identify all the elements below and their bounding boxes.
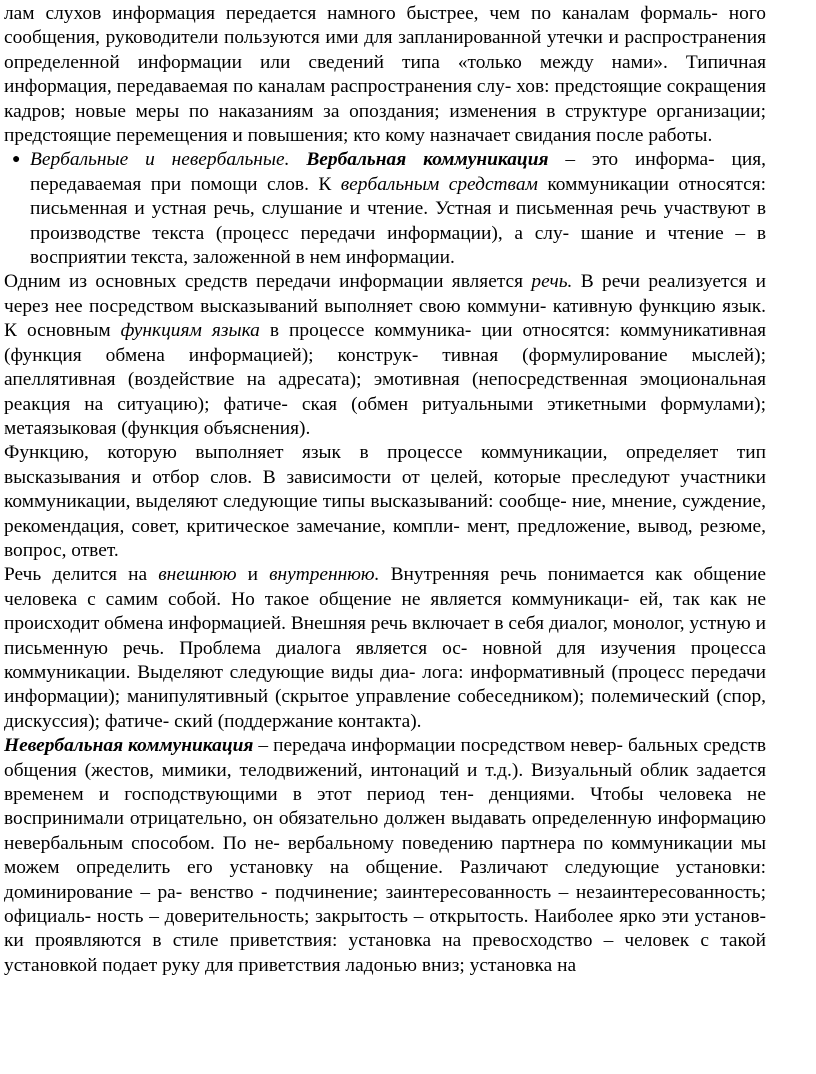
bullet-lead: Вербальные и невербальные. — [30, 149, 290, 171]
term-language-functions: функциям языка — [120, 320, 260, 342]
term-outer: внешнюю — [158, 564, 237, 586]
paragraph-rumors: лам слухов информация передается намного быстрее, чем по каналам формаль- ного сообщения, руководители пользуются ими для запланированной утечки и распространения определенной информации или сведений типа «только между нами». Типичная информация, передаваемая по каналам распространения слу- хов: предстоящие сокращения кадров; новые меры по наказаниям за опоздания; изменения в структуре организации; предстоящие перемещения и повышения; кто кому назначает свидания после работы. — [4, 3, 766, 147]
paragraph-speech — [4, 270, 766, 441]
paragraph-inner-outer-speech — [4, 563, 766, 734]
term-verbal-communication: Вербальная коммуникация — [306, 149, 549, 171]
inner-outer-text-3: Внутренняя речь понимается как общение человека с самим собой. Но такое общение не является коммуникаци- ей, так как не происходит обмена информацией. Внешняя речь включает в себя диалог, монолог, устную и письменную речь. Проблема диалога является ос- новной для изучения процесса коммуникации. Выделяют следующие виды диа- лога: информативный (процесс передачи информации); манипулятивный (скрытое управление собеседником); полемический (спор, дискуссия); фатиче- ский (поддержание контакта). — [4, 564, 766, 732]
speech-text-2: В речи реализуется и через нее посредством высказываний выполняет свою коммуни- кативную функцию язык. К основным — [4, 271, 766, 342]
bullet-text-2: коммуникации относятся: письменная и устная речь, слушание и чтение. Устная и письменная речь участвуют в производстве текста (процесс передачи информации), а слу- шание и чтение – в восприятии текста, заложенной в нем информации. — [30, 173, 766, 269]
term-verbal-means: вербальным средствам — [340, 173, 538, 195]
bullet-icon: ● — [12, 152, 21, 168]
inner-outer-text-1: Речь делится на — [4, 564, 159, 586]
term-inner: внутреннюю. — [269, 564, 380, 586]
inner-outer-text-2: и — [247, 564, 270, 586]
bullet-text-1: – это информа- ция, передаваемая при помощи слов. К — [30, 149, 766, 195]
nonverbal-text: – передача информации посредством невер- бальных средств общения (жестов, мимики, телодвижений, интонаций и т.д.). Визуальный облик задается временем и господствующими в этот период тен- денциями. Чтобы человека не воспринимали отрицательно, он обязательно должен выдавать определенную информацию невербальным способом. По не- вербальному поведению партнера по коммуникации мы можем определить его установку на общение. Различают следующие установки: доминирование – ра- венство - подчинение; заинтересованность – незаинтересованность; официаль- ность – доверительность; закрытость – открытость. Наиболее ярко эти установ- ки проявляются в стиле приветствия: установка на превосходство – человек с такой установкой подает руку для приветствия ладонью вниз; установка на — [4, 735, 767, 976]
paragraph-utterance-types: Функцию, которую выполняет язык в процессе коммуникации, определяет тип высказывания и отбор слов. В зависимости от целей, которые преследуют участники коммуникации, выделяют следующие типы высказываний: сообще- ние, мнение, суждение, рекомендация, совет, критическое замечание, компли- мент, предложение, вывод, резюме, вопрос, ответ. — [4, 442, 766, 561]
term-speech: речь. — [531, 271, 573, 293]
bullet-verbal-nonverbal — [4, 148, 766, 270]
term-nonverbal-communication: Невербальная коммуникация — [4, 735, 254, 757]
paragraph-nonverbal — [4, 734, 766, 978]
speech-text-3: в процессе коммуника- ции относятся: коммуникативная (функция обмена информацией); конструк- тивная (формулирование мыслей); апеллятивная (воздействие на адресата); эмотивная (непосредственная эмоциональная реакция на ситуацию); фатиче- ская (обмен ритуальными этикетными формулами); метаязыковая (функция объяснения). — [4, 320, 766, 439]
speech-text-1: Одним из основных средств передачи информации является — [4, 271, 532, 293]
